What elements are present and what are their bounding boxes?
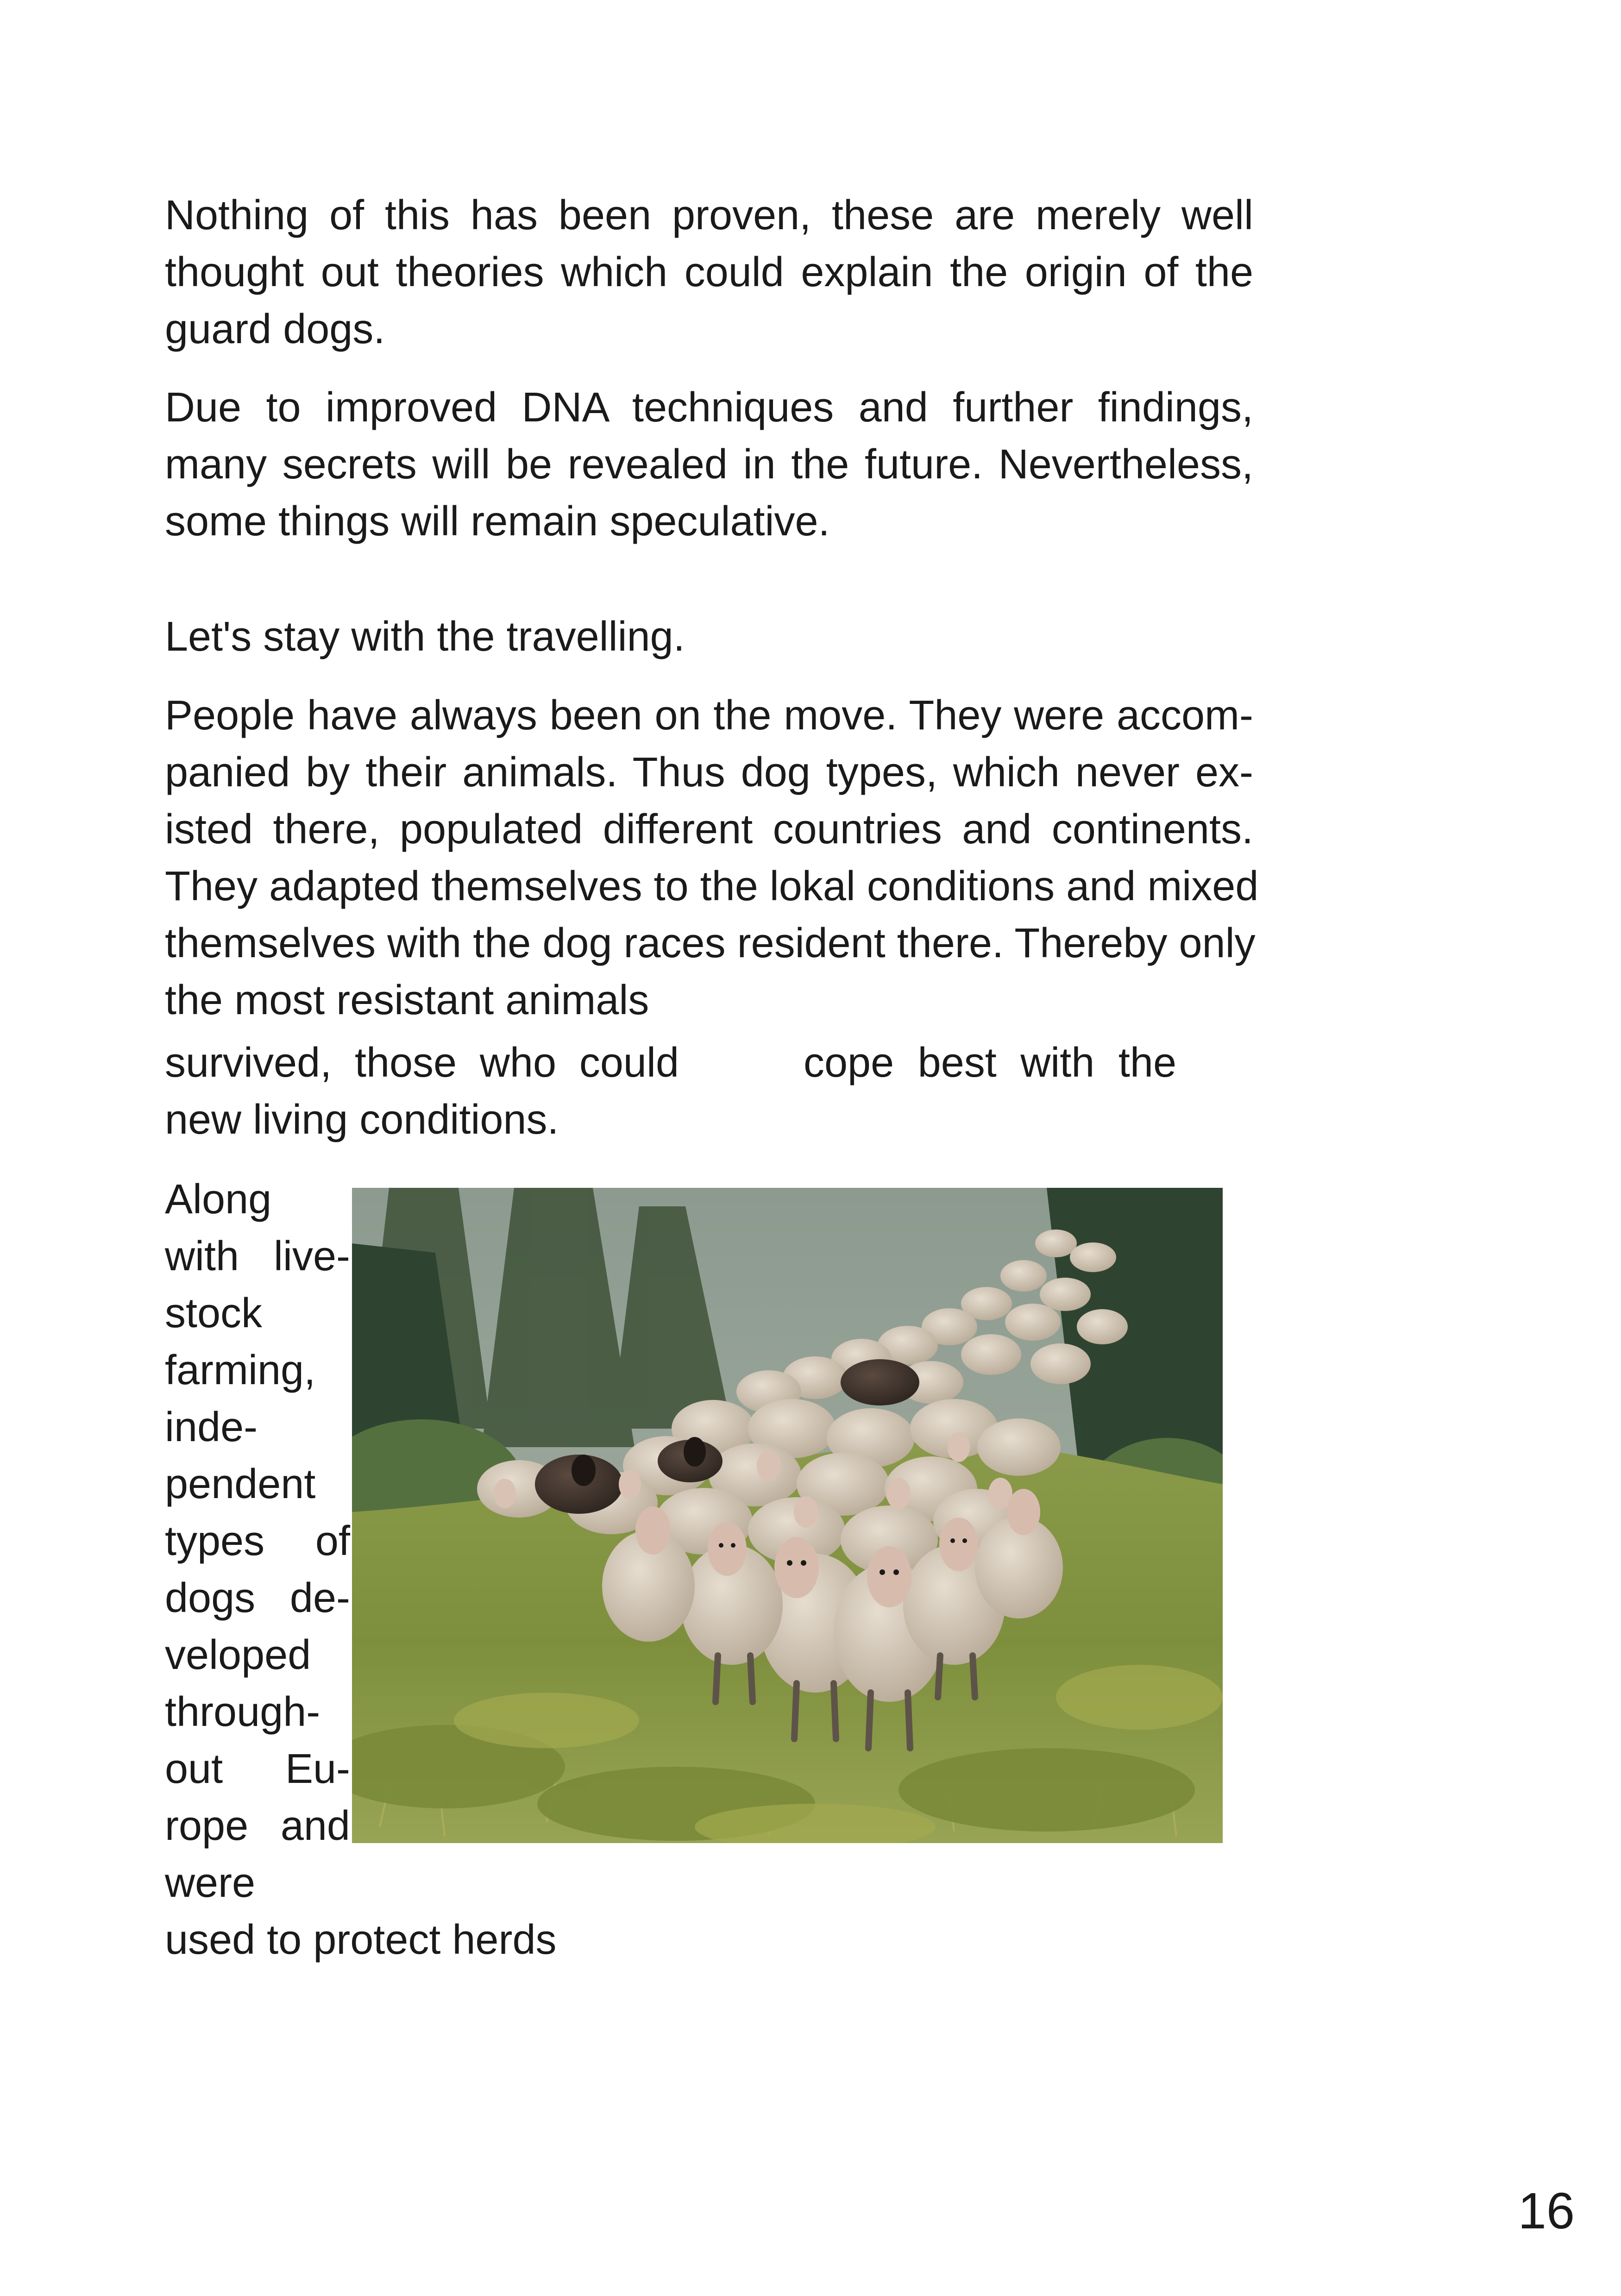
paragraph-6-line: were — [165, 1860, 256, 1906]
paragraph-6-line: pendent — [165, 1461, 316, 1507]
paragraph-6-line: through- — [165, 1689, 320, 1735]
sheep-flock-photo — [352, 1188, 1223, 1843]
paragraph-2-line: some things will remain speculative. — [165, 498, 830, 545]
paragraph-6-line: stock — [165, 1290, 263, 1336]
paragraph-4-line: panied by their animals. Thus dog types, which never ex- — [165, 749, 1253, 796]
paragraph-6-line: types of — [165, 1518, 350, 1564]
paragraph-1-line: thought out theories which could explain the origin of the — [165, 249, 1253, 295]
paragraph-4-line: They adapted themselves to the lokal conditions and mixed — [165, 863, 1259, 910]
paragraph-5-line: new living conditions. — [165, 1097, 559, 1143]
paragraph-2-line: many secrets will be revealed in the future. Nevertheless, — [165, 441, 1253, 488]
paragraph-4-line: themselves with the dog races resident there. Thereby only — [165, 920, 1256, 966]
paragraph-6-line: inde- — [165, 1404, 258, 1450]
paragraph-4-line: the most resistant animals — [165, 977, 649, 1023]
paragraph-5-line-left: survived, those who could — [165, 1040, 679, 1086]
paragraph-1-line: Nothing of this has been proven, these are merely well — [165, 192, 1253, 238]
paragraph-6-line: farming, — [165, 1347, 316, 1393]
paragraph-6-line: rope and — [165, 1803, 350, 1849]
paragraph-5-line-right: cope best with the — [804, 1040, 1176, 1086]
paragraph-3: Let's stay with the travelling. — [165, 614, 685, 660]
paragraph-4-line: People have always been on the move. They were accom- — [165, 692, 1253, 739]
paragraph-2-line: Due to improved DNA techniques and further findings, — [165, 384, 1253, 431]
paragraph-6-line: out Eu- — [165, 1746, 350, 1792]
paragraph-6-line: dogs de- — [165, 1575, 350, 1621]
paragraph-6-line: with live- — [165, 1233, 350, 1280]
page-number: 16 — [1518, 2183, 1575, 2240]
paragraph-6-line: Along — [165, 1176, 272, 1223]
paragraph-1-line: guard dogs. — [165, 306, 385, 352]
paragraph-4-line: isted there, populated different countries and continents. — [165, 806, 1253, 853]
paragraph-6-line: used to protect herds — [165, 1917, 557, 1963]
paragraph-6-line: veloped — [165, 1632, 311, 1678]
